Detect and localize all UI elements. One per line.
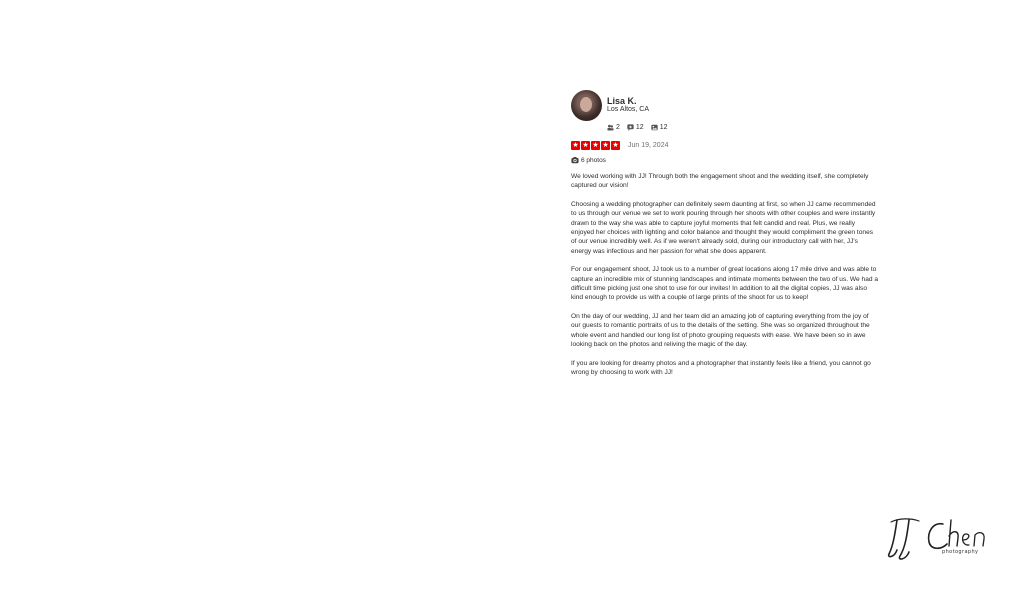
photos-stat	[651, 124, 668, 131]
star-icon: ★	[572, 142, 579, 149]
review-paragraph: If you are looking for dreamy photos and a photographer that instantly feels like a friend, you cannot go wrong by choosing to work with JJ!	[571, 359, 871, 376]
star-rating	[571, 141, 620, 150]
photos-label[interactable]: 6 photos	[581, 156, 606, 164]
user-location: Los Altos, CA	[607, 106, 650, 114]
user-name[interactable]: Lisa K.	[607, 95, 637, 106]
friends-count: 2	[616, 124, 620, 131]
user-stats	[607, 124, 879, 131]
camera-icon	[571, 156, 579, 164]
friends-icon	[607, 124, 614, 131]
rating-row	[571, 141, 879, 150]
photos-link[interactable]	[571, 156, 879, 164]
user-avatar[interactable]	[571, 90, 602, 121]
star-icon: ★	[592, 142, 599, 149]
review-icon	[627, 124, 634, 131]
photo-icon	[651, 124, 658, 131]
review-card	[571, 89, 879, 377]
review-paragraph: For our engagement shoot, JJ took us to a number of great locations along 17 mile drive and was able to capture an incredible mix of stunning landscapes and intimate moments between the two of us. We had a difficult time picking just one shot to use for our invites! In addition to all the digital copies, JJ was also kind enough to provide us with a couple of large prints of the shoot for us to keep!	[571, 266, 879, 302]
reviews-count: 12	[635, 124, 644, 131]
star-icon: ★	[612, 142, 619, 149]
star-icon: ★	[602, 142, 609, 149]
review-paragraph: On the day of our wedding, JJ and her team did an amazing job of capturing everything from the joy of our guests to romantic portraits of us to the details of the setting. She was so organized throughout the whole event and handled our long list of photo grouping requests with ease. We have been so in awe looking back on the photos and reliving the magic of the day.	[571, 312, 870, 349]
review-date: Jun 19, 2024	[628, 142, 669, 149]
reviews-stat	[627, 124, 644, 131]
star-icon: ★	[582, 142, 589, 149]
review-paragraph: We loved working with JJ! Through both the engagement shoot and the wedding itself, she completely captured our vision!	[571, 173, 869, 190]
user-passport	[571, 89, 879, 121]
review-paragraph: Choosing a wedding photographer can definitely seem daunting at first, so when JJ came recommended to us through our venue we set to work pouring through her shoots with other couples and were instantly drawn to the way she was able to capture joyful moments that felt candid and real. Plus, we really enjoyed her choices with lighting and color balance and thought they would compliment the green tones of our venue incredibly well. As if we weren't already sold, during our introductory call with her, JJ's energy was infectious and her passion for what she does apparent.	[571, 200, 876, 255]
photos-count: 12	[659, 124, 668, 131]
signature-caption: photography	[942, 549, 979, 555]
review-text	[571, 172, 879, 377]
signature-logo	[885, 514, 993, 564]
user-info	[607, 96, 649, 114]
friends-stat	[607, 124, 620, 131]
